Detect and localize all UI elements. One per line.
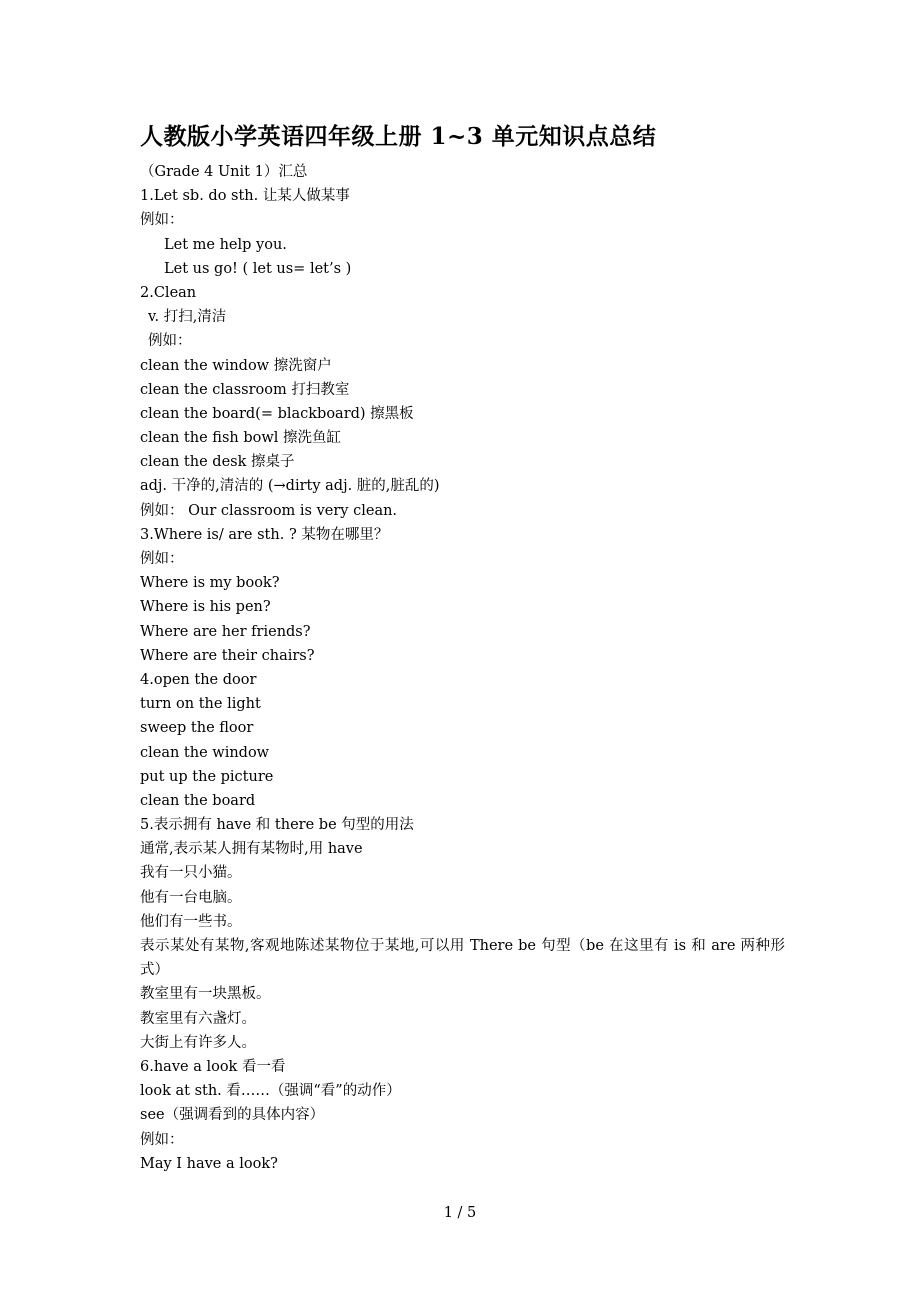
content-lines — [140, 160, 785, 1176]
text-line: 例如： — [148, 333, 192, 350]
text-line: clean the fish bowl 擦洗鱼缸 — [140, 430, 342, 447]
text-line: 大街上有许多人。 — [140, 1034, 256, 1051]
text-line: 例如： — [140, 212, 184, 229]
text-line: put up the picture — [140, 768, 274, 785]
text-line: look at sth. 看……（强调“看”的动作） — [140, 1083, 401, 1100]
text-line: Where are her friends? — [140, 623, 311, 640]
text-line: Where is his pen? — [140, 599, 271, 616]
text-line: 通常,表示某人拥有某物时,用 have — [140, 841, 363, 858]
text-line: 表示某处有某物,客观地陈述某物位于某地,可以用 There be 句型（be 在这里有 is 和 are 两种形式） — [140, 938, 785, 979]
text-line: 6.have a look 看一看 — [140, 1058, 286, 1075]
text-line: sweep the floor — [140, 720, 254, 737]
document-title: 人教版小学英语四年级上册 1~3 单元知识点总结 — [140, 123, 657, 150]
text-line: Where is my book? — [140, 575, 280, 592]
text-line: 例如： — [140, 1131, 184, 1148]
text-line: 他们有一些书。 — [140, 913, 242, 930]
text-line: 例如： — [140, 551, 184, 567]
text-line: 教室里有六盏灯。 — [140, 1010, 256, 1027]
text-line: adj. 干净的,清洁的 (→dirty adj. 脏的,脏乱的) — [140, 478, 440, 495]
text-line: 2.Clean — [140, 284, 197, 301]
text-line: 5.表示拥有 have 和 there be 句型的用法 — [140, 817, 414, 834]
text-line: Let us go! ( let us= let’s ) — [164, 260, 352, 277]
text-line: Let me help you. — [164, 236, 287, 253]
page-number: 1 / 5 — [443, 1205, 477, 1221]
text-line: 1.Let sb. do sth. 让某人做某事 — [140, 188, 350, 205]
text-line: clean the desk 擦桌子 — [140, 454, 295, 471]
text-line: v. 打扫,清洁 — [148, 309, 227, 326]
text-line: clean the board — [140, 792, 256, 809]
text-line: May I have a look? — [140, 1155, 278, 1172]
text-line: turn on the light — [140, 696, 261, 713]
text-line: clean the board(= blackboard) 擦黑板 — [140, 405, 414, 422]
text-line: clean the classroom 打扫教室 — [140, 381, 350, 398]
text-line: 例如： Our classroom is very clean. — [140, 502, 398, 519]
text-line: 他有一台电脑。 — [140, 889, 242, 906]
text-line: 4.open the door — [140, 671, 257, 688]
text-line: see（强调看到的具体内容） — [140, 1107, 325, 1124]
text-line: 我有一只小猫。 — [140, 865, 242, 882]
text-line: （Grade 4 Unit 1）汇总 — [140, 164, 308, 180]
text-line: 教室里有一块黑板。 — [140, 986, 271, 1003]
text-line: clean the window — [140, 744, 270, 761]
text-line: 3.Where is/ are sth. ? 某物在哪里？ — [140, 526, 389, 543]
text-line: clean the window 擦洗窗户 — [140, 357, 332, 374]
text-line: Where are their chairs? — [140, 647, 315, 664]
